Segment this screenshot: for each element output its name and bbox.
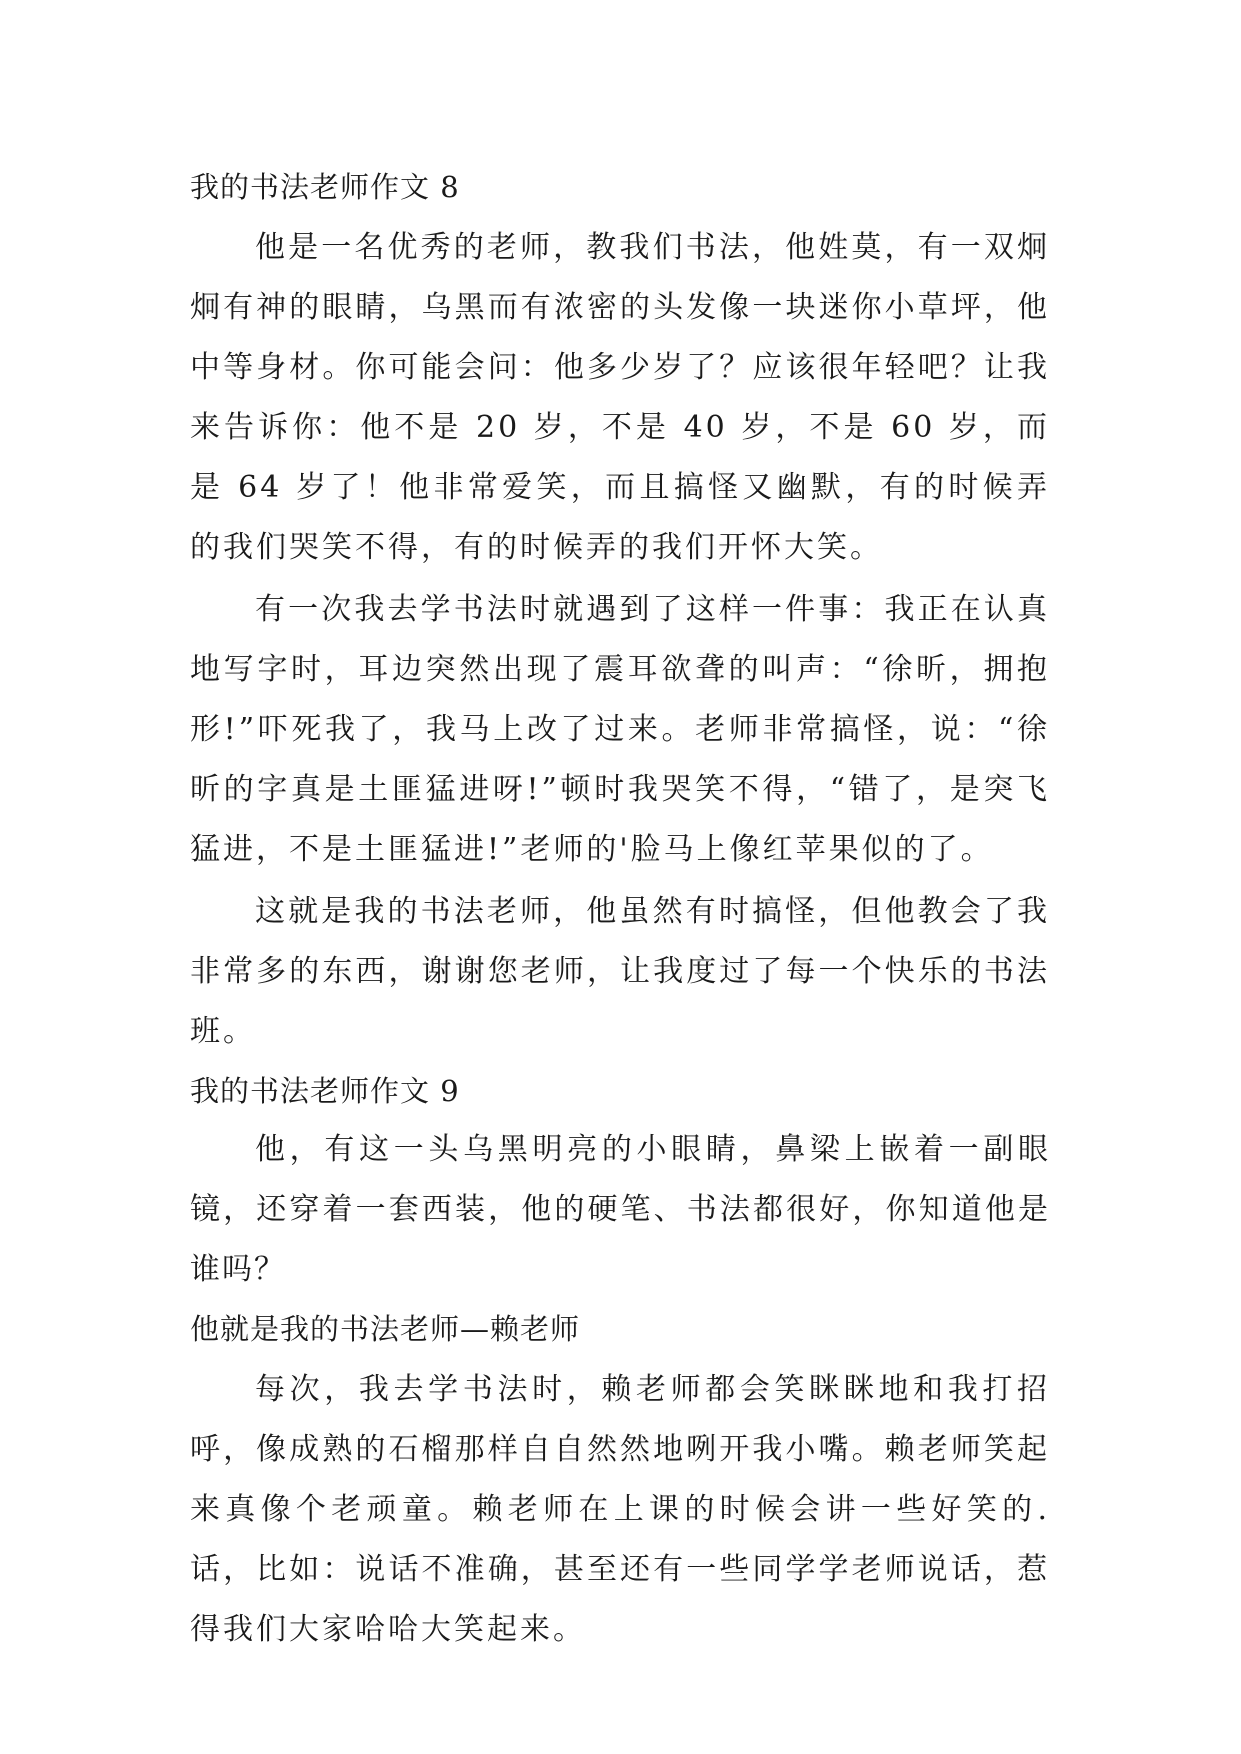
paragraph-intro-end: 他就是我的书法老师—赖老师: [190, 1312, 581, 1346]
section-title: 我的书法老师作文 8: [190, 170, 460, 204]
paragraph: 这就是我的书法老师，他虽然有时搞怪，但他教会了我非常多的东西，谢谢您老师，让我度过了每一个快乐的书法班。: [190, 894, 1050, 1049]
paragraph: 他是一名优秀的老师，教我们书法，他姓莫，有一双炯炯有神的眼睛，乌黑而有浓密的头发像一块迷你小草坪，他中等身材。你可能会问：他多少岁了？应该很年轻吧？让我来告诉你：他不是 20 岁，不是 40 岁，不是 60 岁，而是 64 岁了！他非常爱笑，而且搞怪又幽默，有的时候弄的我们哭笑不得，有的时候弄的我们开怀大笑。: [190, 230, 1050, 565]
essay-section-9: [190, 1062, 1050, 1660]
paragraph: 每次，我去学书法时，赖老师都会笑眯眯地和我打招呼，像成熟的石榴那样自自然然地咧开我小嘴。赖老师笑起来真像个老顽童。赖老师在上课的时候会讲一些好笑的.话，比如：说话不准确，甚至还有一些同学学老师说话，惹得我们大家哈哈大笑起来。: [190, 1372, 1050, 1647]
section-title: 我的书法老师作文 9: [190, 1074, 460, 1108]
paragraph-intro: 他，有这一头乌黑明亮的小眼睛，鼻梁上嵌着一副眼镜，还穿着一套西装，他的硬笔、书法都很好，你知道他是谁吗？: [190, 1132, 1050, 1287]
essay-section-8: [190, 158, 1050, 1062]
paragraph: 有一次我去学书法时就遇到了这样一件事：我正在认真地写字时，耳边突然出现了震耳欲聋的叫声：“徐昕，拥抱形!”吓死我了，我马上改了过来。老师非常搞怪，说：“徐昕的字真是土匪猛进呀!”顿时我哭笑不得，“错了，是突飞猛进，不是土匪猛进!”老师的'脸马上像红苹果似的了。: [190, 592, 1050, 867]
document-page: [190, 158, 1050, 1660]
